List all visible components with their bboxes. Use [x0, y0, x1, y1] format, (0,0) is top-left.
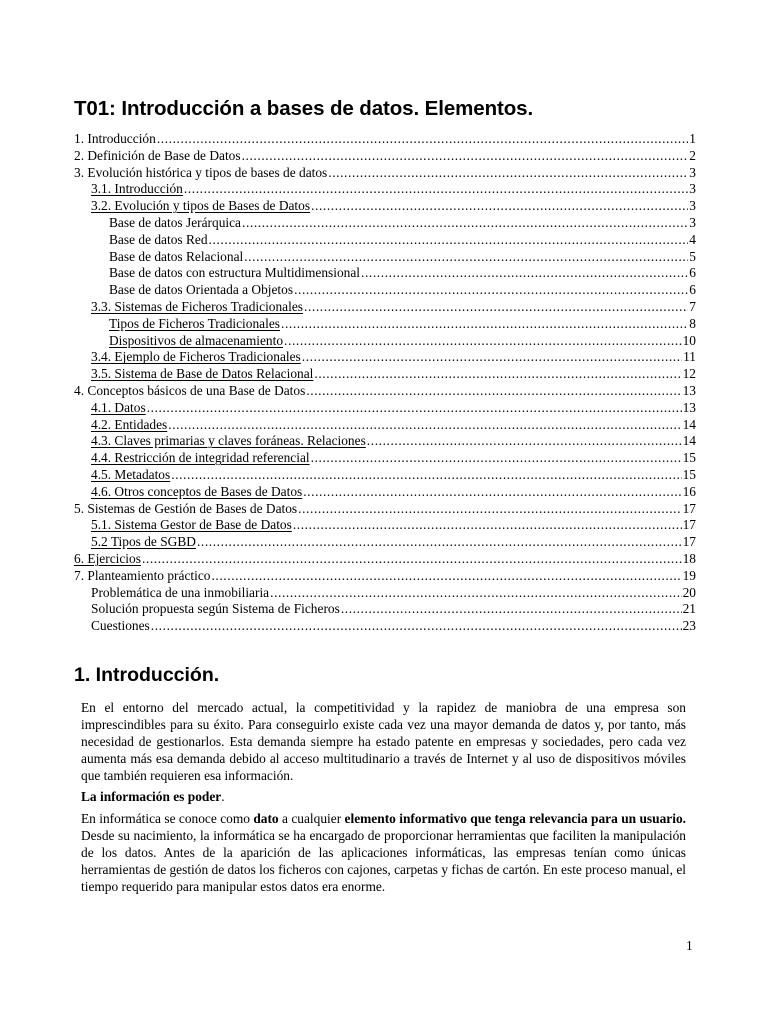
toc-entry-label[interactable]: 4.5. Metadatos	[91, 466, 171, 482]
toc-dot-leader	[211, 568, 681, 585]
toc-entry-page[interactable]: 17	[682, 534, 696, 550]
page-number: 1	[686, 938, 693, 953]
toc-dot-leader	[142, 551, 682, 568]
toc-entry[interactable]	[74, 417, 696, 434]
toc-dot-leader	[304, 299, 688, 316]
toc-entry[interactable]	[74, 501, 696, 518]
toc-entry[interactable]	[74, 433, 696, 450]
toc-entry-label[interactable]: Base de datos Jerárquica	[109, 214, 241, 230]
paragraph-intro: En el entorno del mercado actual, la competitividad y la rapidez de maniobra de una empresa son imprescindibles para su éxito. Para conseguirlo existe cada vez una mayor demanda de datos y, por tanto, más necesidad de gestionarlos. Esta demanda siempre ha estado patente en empresas y sociedades, pero cada vez aumenta más esa demanda debido al acceso multitudinario a través de Internet y al uso de dispositivos móviles que también requieren esa información.	[81, 700, 686, 783]
toc-entry[interactable]	[74, 282, 696, 299]
toc-entry-label[interactable]: Dispositivos de almacenamiento	[109, 332, 284, 348]
table-of-contents	[74, 131, 696, 635]
toc-entry-page[interactable]: 21	[682, 601, 696, 617]
toc-entry-label[interactable]: Base de datos Relacional	[109, 248, 244, 264]
toc-dot-leader	[242, 215, 688, 232]
toc-entry-label[interactable]: Problemática de una inmobiliaria	[91, 584, 270, 600]
toc-entry-page[interactable]: 14	[682, 433, 696, 449]
toc-entry-page[interactable]: 2	[689, 147, 696, 163]
toc-dot-leader	[341, 601, 682, 618]
toc-entry[interactable]	[74, 232, 696, 249]
toc-entry-page[interactable]: 13	[682, 399, 696, 415]
toc-dot-leader	[306, 383, 681, 400]
toc-dot-leader	[281, 316, 688, 333]
toc-entry[interactable]	[74, 618, 696, 635]
toc-entry[interactable]	[74, 249, 696, 266]
paragraph-information-power	[81, 789, 686, 806]
toc-dot-leader	[168, 417, 681, 434]
toc-entry[interactable]	[74, 585, 696, 602]
toc-dot-leader	[147, 400, 682, 417]
toc-dot-leader	[197, 534, 682, 551]
toc-dot-leader	[242, 148, 689, 165]
toc-entry[interactable]	[74, 316, 696, 333]
toc-entry-label[interactable]: Solución propuesta según Sistema de Ficheros	[91, 601, 340, 617]
toc-entry[interactable]	[74, 383, 696, 400]
toc-dot-leader	[294, 282, 688, 299]
toc-entry[interactable]	[74, 467, 696, 484]
toc-entry[interactable]	[74, 215, 696, 232]
toc-dot-leader	[314, 366, 681, 383]
toc-entry[interactable]	[74, 265, 696, 282]
bold-phrase: La información es poder	[81, 789, 222, 804]
bold-definition: elemento informativo que tenga relevancia para un usuario.	[344, 811, 686, 826]
toc-entry-page[interactable]: 15	[682, 450, 696, 466]
toc-entry[interactable]	[74, 601, 696, 618]
toc-entry-label[interactable]: 3.5. Sistema de Base de Datos Relacional	[91, 366, 314, 382]
text-fragment: a cualquier	[278, 811, 345, 826]
toc-entry[interactable]	[74, 551, 696, 568]
toc-entry-page[interactable]: 6	[689, 265, 696, 281]
toc-dot-leader	[151, 618, 682, 635]
toc-entry-page[interactable]: 3	[689, 164, 696, 180]
toc-dot-leader	[311, 198, 688, 215]
toc-entry-page[interactable]: 14	[682, 416, 696, 432]
toc-entry-page[interactable]: 13	[682, 382, 696, 398]
toc-dot-leader	[284, 333, 682, 350]
toc-entry-label[interactable]: 3.3. Sistemas de Ficheros Tradicionales	[91, 298, 304, 314]
toc-entry[interactable]	[74, 349, 696, 366]
toc-entry-label[interactable]: 4.4. Restricción de integridad referencial	[91, 450, 310, 466]
text-fragment: Desde su nacimiento, la informática se ha encargado de proporcionar herramientas que faciliten la manipulación de los datos. Antes de la aparición de las aplicaciones informáticas, las empresas tenían como únicas herramientas de gestión de datos los ficheros con cajones, carpetas y fichas de cartón. En este proceso manual, el tiempo requerido para manipular estos datos era enorme.	[81, 827, 686, 894]
toc-entry-label[interactable]: 4.3. Claves primarias y claves foráneas. Relaciones	[91, 433, 366, 449]
toc-dot-leader	[303, 484, 681, 501]
toc-entry[interactable]	[74, 131, 696, 148]
toc-entry-page[interactable]: 20	[682, 584, 696, 600]
toc-entry[interactable]	[74, 181, 696, 198]
toc-entry[interactable]	[74, 148, 696, 165]
toc-dot-leader	[184, 181, 688, 198]
toc-entry-label[interactable]: 3.2. Evolución y tipos de Bases de Datos	[91, 198, 311, 214]
paragraph-dato-definition	[81, 811, 686, 896]
toc-entry[interactable]	[74, 568, 696, 585]
text-fragment: En informática se conoce como	[81, 811, 254, 826]
toc-entry-label[interactable]: 4.2. Entidades	[91, 416, 168, 432]
toc-entry-page[interactable]: 6	[689, 282, 696, 298]
toc-entry-page[interactable]: 23	[682, 618, 696, 634]
toc-dot-leader	[244, 249, 688, 266]
toc-entry-page[interactable]: 3	[689, 198, 696, 214]
toc-dot-leader	[171, 467, 681, 484]
toc-entry[interactable]	[74, 450, 696, 467]
toc-entry[interactable]	[74, 299, 696, 316]
toc-dot-leader	[209, 232, 689, 249]
toc-entry-label[interactable]: Base de datos Red	[109, 231, 208, 247]
toc-entry-label[interactable]: 5.1. Sistema Gestor de Base de Datos	[91, 517, 292, 533]
toc-dot-leader	[157, 131, 688, 148]
toc-entry-page[interactable]: 4	[689, 231, 696, 247]
toc-dot-leader	[367, 433, 682, 450]
toc-entry-label[interactable]: Base de datos Orientada a Objetos	[109, 282, 294, 298]
toc-entry[interactable]	[74, 400, 696, 417]
toc-entry-label[interactable]: 5. Sistemas de Gestión de Bases de Datos	[74, 500, 298, 516]
toc-entry-label[interactable]: 4. Conceptos básicos de una Base de Datos	[74, 382, 306, 398]
toc-entry-label[interactable]: 4.6. Otros conceptos de Bases de Datos	[91, 483, 303, 499]
toc-entry-page[interactable]: 12	[682, 366, 696, 382]
toc-entry-page[interactable]: 19	[682, 567, 696, 583]
toc-entry-page[interactable]: 7	[689, 298, 696, 314]
toc-entry-page[interactable]: 16	[682, 483, 696, 499]
toc-dot-leader	[270, 585, 681, 602]
period: .	[221, 789, 225, 804]
toc-entry-page[interactable]: 3	[689, 181, 696, 197]
toc-entry-label[interactable]: 5.2 Tipos de SGBD	[91, 534, 196, 550]
toc-entry-page[interactable]: 11	[683, 349, 696, 365]
toc-entry-page[interactable]: 5	[689, 248, 696, 264]
toc-entry[interactable]	[74, 165, 696, 182]
toc-entry-label[interactable]: 2. Definición de Base de Datos	[74, 147, 241, 163]
toc-entry-page[interactable]: 3	[689, 214, 696, 230]
toc-entry[interactable]	[74, 517, 696, 534]
section-heading: 1. Introducción.	[74, 664, 220, 686]
toc-dot-leader	[293, 517, 682, 534]
toc-dot-leader	[361, 265, 688, 282]
toc-dot-leader	[298, 501, 681, 518]
toc-entry[interactable]	[74, 333, 696, 350]
toc-entry-page[interactable]: 15	[682, 466, 696, 482]
toc-entry-label[interactable]: 3.4. Ejemplo de Ficheros Tradicionales	[91, 349, 301, 365]
toc-entry[interactable]	[74, 366, 696, 383]
toc-entry-label[interactable]: 3. Evolución histórica y tipos de bases de datos	[74, 164, 328, 180]
toc-entry-page[interactable]: 10	[682, 332, 696, 348]
toc-entry-page[interactable]: 18	[682, 550, 696, 566]
toc-dot-leader	[302, 349, 682, 366]
bold-term-dato: dato	[253, 811, 279, 826]
toc-entry[interactable]	[74, 534, 696, 551]
toc-entry-label[interactable]: 1. Introducción	[74, 131, 156, 146]
toc-entry-label[interactable]: Base de datos con estructura Multidimensional	[109, 265, 361, 281]
toc-entry[interactable]	[74, 198, 696, 215]
toc-entry-label[interactable]: 3.1. Introducción	[91, 181, 183, 197]
toc-entry-label[interactable]: 7. Planteamiento práctico	[74, 567, 211, 583]
toc-entry-label[interactable]: Cuestiones	[91, 618, 150, 634]
toc-entry-label[interactable]: Tipos de Ficheros Tradicionales	[109, 315, 280, 331]
document-title: T01: Introducción a bases de datos. Elementos.	[74, 97, 534, 120]
toc-entry[interactable]	[74, 484, 696, 501]
toc-dot-leader	[311, 450, 682, 467]
toc-entry-page[interactable]: 17	[682, 500, 696, 516]
toc-entry-label[interactable]: 4.1. Datos	[91, 399, 146, 415]
toc-entry-page[interactable]: 1	[689, 131, 696, 146]
toc-entry-page[interactable]: 8	[689, 315, 696, 331]
toc-entry-label[interactable]: 6. Ejercicios	[74, 550, 141, 566]
toc-entry-page[interactable]: 17	[682, 517, 696, 533]
toc-dot-leader	[328, 165, 688, 182]
